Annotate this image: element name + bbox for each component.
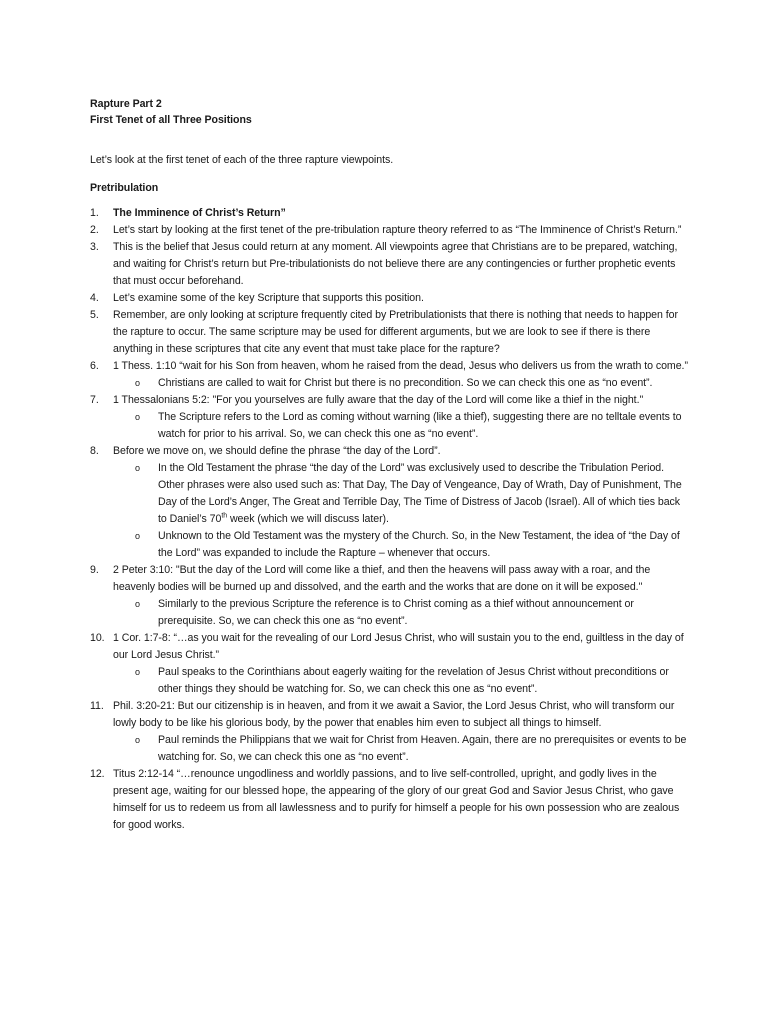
- title-line-2: First Tenet of all Three Positions: [90, 114, 252, 126]
- list-item: [90, 205, 688, 222]
- sub-item: [113, 409, 688, 443]
- sub-list: [113, 596, 688, 630]
- intro-paragraph: Let’s look at the first tenet of each of the three rapture viewpoints.: [90, 154, 394, 166]
- sub-item-text: The Scripture refers to the Lord as coming without warning (like a thief), suggesting there are no telltale events to watch for prior to his arrival. So, we can check this one as “no event”.: [158, 411, 682, 440]
- item-number: 1.: [90, 207, 99, 219]
- bullet-icon: o: [135, 531, 140, 541]
- item-number: 10.: [90, 632, 105, 644]
- sub-item-text: In the Old Testament the phrase “the day of the Lord” was exclusively used to describe the Tribulation Period. Other phrases were also used such as: That Day, The Day of Vengeance, Day of Wrath, Day of Punishment, The Day of the Lord’s Anger, The Great and Terrible Day, The Time of Distress of Jacob (Israel). All of which ties back to Daniel’s 70: [158, 462, 682, 525]
- item-text: 1 Thessalonians 5:2: "For you yourselves are fully aware that the day of the Lord will come like a thief in the night.": [113, 394, 644, 406]
- item-number: 7.: [90, 394, 99, 406]
- item-text: Before we move on, we should define the phrase “the day of the Lord”.: [113, 445, 441, 457]
- list-item: [90, 562, 688, 630]
- sub-item: [113, 664, 688, 698]
- sub-item-text: Similarly to the previous Scripture the reference is to Christ coming as a thief without announcement or prerequisite. So, we can check this one as “no event”.: [158, 598, 634, 627]
- list-item: [90, 392, 688, 443]
- section-heading: Pretribulation: [90, 182, 159, 194]
- sub-list: [113, 732, 688, 766]
- bullet-icon: o: [135, 599, 140, 609]
- sub-item: [113, 732, 688, 766]
- item-number: 5.: [90, 309, 99, 321]
- sub-item: [113, 375, 688, 392]
- bullet-icon: o: [135, 735, 140, 745]
- ordinal-suffix: th: [221, 512, 228, 520]
- sub-list: [113, 375, 688, 392]
- sub-item-text: Paul reminds the Philippians that we wait for Christ from Heaven. Again, there are no prerequisites or events to be watching for. So, we can check this one as “no event”.: [158, 734, 687, 763]
- list-item: [90, 358, 688, 392]
- item-number: 11.: [90, 700, 104, 712]
- sub-list: [113, 460, 688, 562]
- item-text: 1 Cor. 1:7-8: “…as you wait for the revealing of our Lord Jesus Christ, who will sustain you to the end, guiltless in the day of our Lord Jesus Christ.”: [113, 632, 684, 661]
- sub-item-text: Unknown to the Old Testament was the mystery of the Church. So, in the New Testament, the idea of “the Day of the Lord” was expanded to include the Rapture – whenever that occurs.: [158, 530, 680, 559]
- sub-list: [113, 664, 688, 698]
- sub-item-text: Christians are called to wait for Christ but there is no precondition. So we can check this one as “no event”.: [158, 377, 653, 389]
- item-number: 6.: [90, 360, 99, 372]
- list-item: [90, 239, 688, 290]
- list-item: [90, 630, 688, 698]
- sub-item: [113, 460, 688, 528]
- list-item: [90, 698, 688, 766]
- item-number: 12.: [90, 768, 105, 780]
- list-item: [90, 443, 688, 562]
- item-text: Let’s examine some of the key Scripture that supports this position.: [113, 292, 424, 304]
- item-number: 8.: [90, 445, 99, 457]
- item-number: 4.: [90, 292, 99, 304]
- sub-item: [113, 596, 688, 630]
- bullet-icon: o: [135, 412, 140, 422]
- item-text: Titus 2:12-14 “…renounce ungodliness and worldly passions, and to live self-controlled, upright, and godly lives in the present age, waiting for our blessed hope, the appearing of the glory of our great God and Savior Jesus Christ, who gave himself for us to redeem us from all lawlessness and to purify for himself a people for his own possession who are zealous for good works.: [113, 768, 680, 831]
- list-item: [90, 290, 688, 307]
- item-text: 2 Peter 3:10: "But the day of the Lord will come like a thief, and then the heavens will pass away with a roar, and the heavenly bodies will be burned up and dissolved, and the earth and the works that are done on it will be exposed.": [113, 564, 651, 593]
- title-line-1: Rapture Part 2: [90, 98, 162, 110]
- item-text: 1 Thess. 1:10 “wait for his Son from heaven, whom he raised from the dead, Jesus who delivers us from the wrath to come.”: [113, 360, 688, 372]
- sub-item-text: Paul speaks to the Corinthians about eagerly waiting for the revelation of Jesus Christ without preconditions or other things they should be watching for. So, we can check this one as “no event”.: [158, 666, 669, 695]
- list-item: [90, 222, 688, 239]
- numbered-list: [90, 205, 688, 834]
- item-text: Phil. 3:20-21: But our citizenship is in heaven, and from it we await a Savior, the Lord Jesus Christ, who will transform our lowly body to be like his glorious body, by the power that enables him even to subject all things to himself.: [113, 700, 675, 729]
- sub-item-text-end: week (which we will discuss later).: [227, 513, 389, 525]
- list-item: [90, 766, 688, 834]
- bullet-icon: o: [135, 378, 140, 388]
- item-text: Remember, are only looking at scripture frequently cited by Pretribulationists that there is nothing that needs to happen for the rapture to occur. The same scripture may be used for different arguments, but we are look to see if there is there anything in these scriptures that cite any event that must take place for the rapture?: [113, 309, 678, 355]
- sub-item: [113, 528, 688, 562]
- item-number: 2.: [90, 224, 99, 236]
- document-title: [90, 96, 252, 128]
- bullet-icon: o: [135, 463, 140, 473]
- item-number: 9.: [90, 564, 99, 576]
- bullet-icon: o: [135, 667, 140, 677]
- item-text: This is the belief that Jesus could return at any moment. All viewpoints agree that Christians are to be prepared, watching, and waiting for Christ’s return but Pre-tribulationists do not believe there are any contingencies or further prophetic events that must occur beforehand.: [113, 241, 678, 287]
- list-item: [90, 307, 688, 358]
- item-number: 3.: [90, 241, 99, 253]
- item-text: The Imminence of Christ’s Return”: [113, 207, 286, 219]
- item-text: Let’s start by looking at the first tenet of the pre-tribulation rapture theory referred to as “The Imminence of Christ’s Return.”: [113, 224, 682, 236]
- sub-list: [113, 409, 688, 443]
